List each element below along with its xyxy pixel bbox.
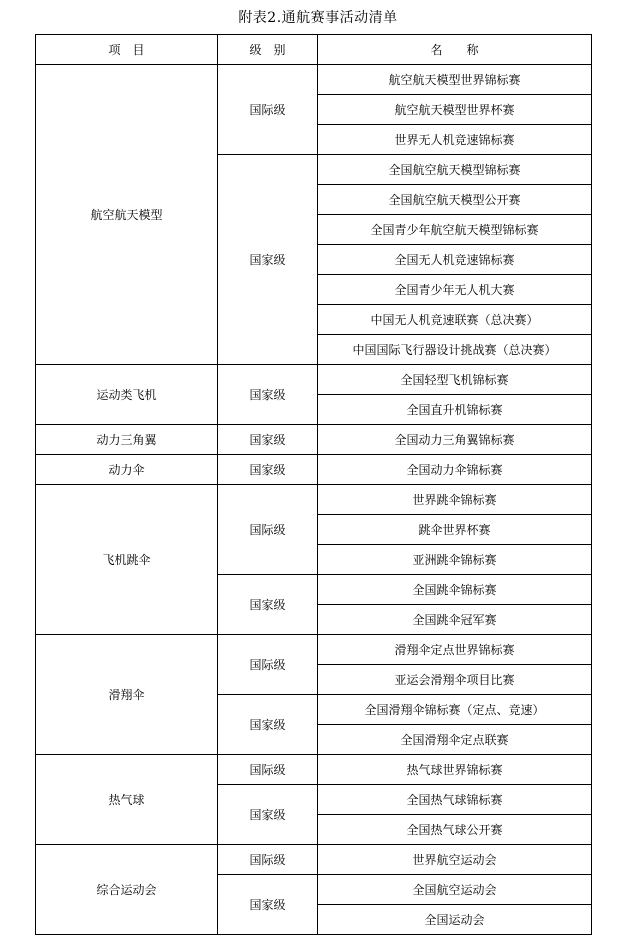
cell-event-name: 中国国际飞行器设计挑战赛（总决赛）: [318, 335, 592, 365]
table-row: [36, 65, 592, 95]
table-row: [36, 635, 592, 665]
cell-level: 国家级: [218, 785, 318, 845]
header-level: 级 别: [218, 35, 318, 65]
cell-project: 综合运动会: [36, 845, 218, 935]
table-body: [36, 65, 592, 935]
table-row: [36, 845, 592, 875]
cell-event-name: 亚洲跳伞锦标赛: [318, 545, 592, 575]
cell-project: 航空航天模型: [36, 65, 218, 365]
cell-event-name: 全国青少年航空航天模型锦标赛: [318, 215, 592, 245]
cell-level: 国家级: [218, 365, 318, 425]
cell-event-name: 全国动力三角翼锦标赛: [318, 425, 592, 455]
cell-level: 国际级: [218, 635, 318, 695]
cell-level: 国际级: [218, 485, 318, 575]
cell-event-name: 全国航空运动会: [318, 875, 592, 905]
cell-event-name: 亚运会滑翔伞项目比赛: [318, 665, 592, 695]
cell-event-name: 全国无人机竞速锦标赛: [318, 245, 592, 275]
header-project: 项 目: [36, 35, 218, 65]
cell-level: 国家级: [218, 695, 318, 755]
cell-event-name: 全国动力伞锦标赛: [318, 455, 592, 485]
table-header-row: [36, 35, 592, 65]
table-row: [36, 365, 592, 395]
cell-event-name: 全国航空航天模型公开赛: [318, 185, 592, 215]
cell-project: 飞机跳伞: [36, 485, 218, 635]
cell-event-name: 全国直升机锦标赛: [318, 395, 592, 425]
cell-event-name: 全国青少年无人机大赛: [318, 275, 592, 305]
cell-event-name: 滑翔伞定点世界锦标赛: [318, 635, 592, 665]
cell-event-name: 全国热气球锦标赛: [318, 785, 592, 815]
cell-level: 国家级: [218, 455, 318, 485]
cell-event-name: 全国航空航天模型锦标赛: [318, 155, 592, 185]
cell-event-name: 世界无人机竞速锦标赛: [318, 125, 592, 155]
cell-project: 热气球: [36, 755, 218, 845]
cell-project: 运动类飞机: [36, 365, 218, 425]
cell-event-name: 航空航天模型世界锦标赛: [318, 65, 592, 95]
cell-event-name: 全国滑翔伞锦标赛（定点、竞速）: [318, 695, 592, 725]
cell-event-name: 全国跳伞锦标赛: [318, 575, 592, 605]
cell-event-name: 中国无人机竞速联赛（总决赛）: [318, 305, 592, 335]
table-row: [36, 425, 592, 455]
cell-project: 动力伞: [36, 455, 218, 485]
cell-level: 国家级: [218, 575, 318, 635]
cell-event-name: 全国运动会: [318, 905, 592, 935]
header-name: 名 称: [318, 35, 592, 65]
cell-event-name: 全国热气球公开赛: [318, 815, 592, 845]
cell-event-name: 全国滑翔伞定点联赛: [318, 725, 592, 755]
cell-project: 滑翔伞: [36, 635, 218, 755]
table-row: [36, 455, 592, 485]
cell-event-name: 热气球世界锦标赛: [318, 755, 592, 785]
cell-event-name: 航空航天模型世界杯赛: [318, 95, 592, 125]
cell-project: 动力三角翼: [36, 425, 218, 455]
cell-level: 国家级: [218, 875, 318, 935]
cell-event-name: 全国轻型飞机锦标赛: [318, 365, 592, 395]
cell-level: 国际级: [218, 755, 318, 785]
cell-level: 国际级: [218, 65, 318, 155]
cell-event-name: 世界航空运动会: [318, 845, 592, 875]
cell-event-name: 跳伞世界杯赛: [318, 515, 592, 545]
cell-level: 国家级: [218, 155, 318, 365]
cell-event-name: 世界跳伞锦标赛: [318, 485, 592, 515]
cell-level: 国家级: [218, 425, 318, 455]
events-table: [35, 34, 592, 935]
table-row: [36, 485, 592, 515]
page-title: 附表2.通航赛事活动清单: [238, 10, 398, 26]
cell-event-name: 全国跳伞冠军赛: [318, 605, 592, 635]
table-row: [36, 755, 592, 785]
cell-level: 国际级: [218, 845, 318, 875]
